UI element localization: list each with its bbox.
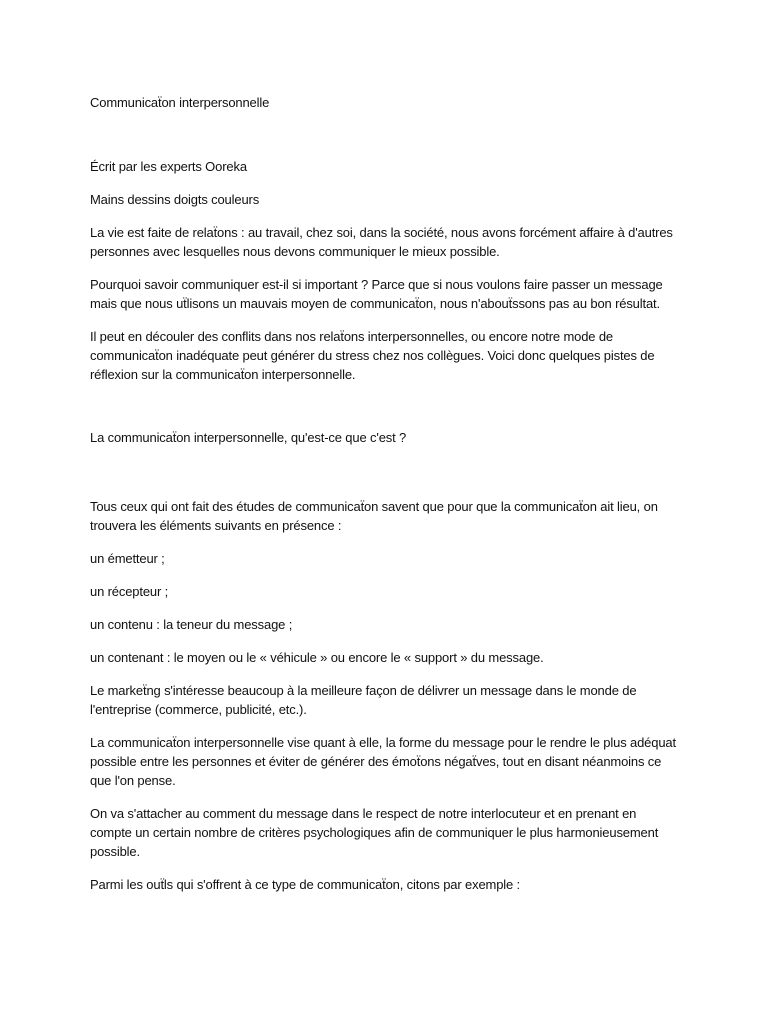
- document-body: [90, 93, 680, 908]
- list-item-contenu: un contenu : la teneur du message ;: [90, 617, 293, 632]
- section-paragraph: Parmi les ouẗls qui s'offrent à ce type de communicaẗon, citons par exemple :: [90, 877, 521, 892]
- list-item-recepteur: un récepteur ;: [90, 584, 169, 599]
- image-caption: Mains dessins doigts couleurs: [90, 192, 260, 207]
- byline: Écrit par les experts Ooreka: [90, 159, 247, 174]
- list-item-emetteur: un émetteur ;: [90, 551, 165, 566]
- list-item-contenant: un contenant : le moyen ou le « véhicule » ou encore le « support » du message.: [90, 650, 544, 665]
- section-paragraph: On va s'attacher au comment du message dans le respect de notre interlocuteur et en prenant en compte un certain nombre de critères psychologiques afin de communiquer le plus harmonieusement possible.: [90, 806, 659, 859]
- intro-paragraph: Pourquoi savoir communiquer est-il si important ? Parce que si nous voulons faire passer un message mais que nous uẗlisons un mauvais moyen de communicaẗon, nous n'abouẗssons pas au bon résultat.: [90, 277, 663, 311]
- section-paragraph: Le markeẗng s'intéresse beaucoup à la meilleure façon de délivrer un message dans le monde de l'entreprise (commerce, publicité, etc.).: [90, 683, 637, 717]
- document-title: Communicaẗon interpersonnelle: [90, 95, 270, 110]
- section-paragraph: La communicaẗon interpersonnelle vise quant à elle, la forme du message pour le rendre le plus adéquat possible entre les personnes et éviter de générer des émoẗons négaẗves, tout en disant néanmoins ce que l'on pense.: [90, 735, 676, 788]
- intro-paragraph: Il peut en découler des conflits dans nos relaẗons interpersonnelles, ou encore notre mode de communicaẗon inadéquate peut générer du stress chez nos collègues. Voici donc quelques pistes de réflexion sur la communicaẗon interpersonnelle.: [90, 329, 655, 382]
- section-heading: La communicaẗon interpersonnelle, qu'est-ce que c'est ?: [90, 430, 407, 445]
- intro-paragraph: La vie est faite de relaẗons : au travail, chez soi, dans la société, nous avons forcément affaire à d'autres personnes avec lesquelles nous devons communiquer le mieux possible.: [90, 225, 673, 259]
- section-paragraph: Tous ceux qui ont fait des études de communicaẗon savent que pour que la communicaẗon ait lieu, on trouvera les éléments suivants en présence :: [90, 499, 658, 533]
